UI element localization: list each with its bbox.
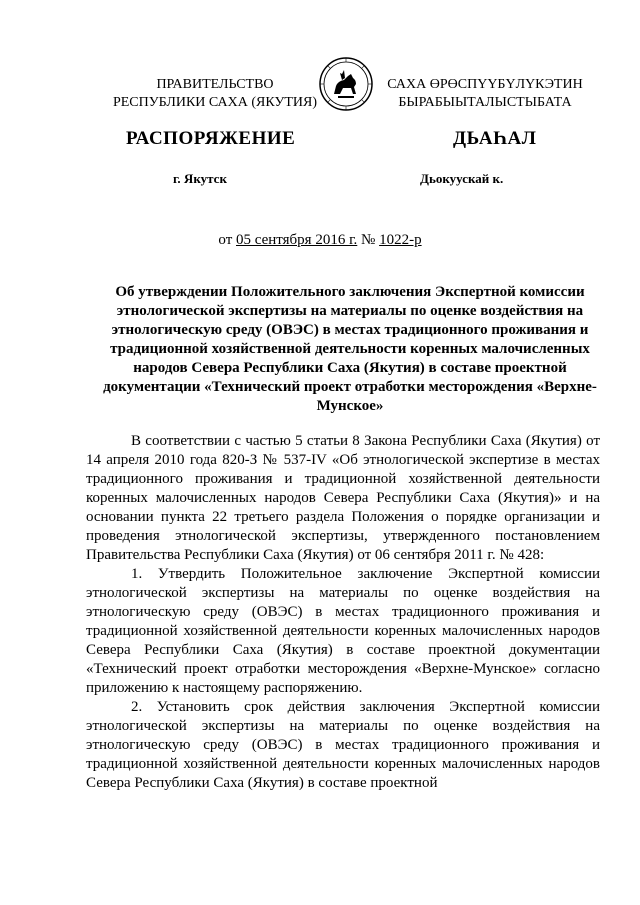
government-name-sakha-line1: САХА ӨРӨСПҮҮБҮЛҮКЭТИН bbox=[387, 77, 583, 92]
city-russian: г. Якутск bbox=[173, 171, 227, 186]
government-name-sakha bbox=[365, 76, 605, 112]
date-number-line bbox=[0, 232, 640, 249]
government-name-line1: ПРАВИТЕЛЬСТВО bbox=[156, 77, 274, 92]
preamble-paragraph: В соответствии с частью 5 статьи 8 Закона Республики Саха (Якутия) от 14 апреля 2010 года 820-З № 537-IV «Об этнологической экспертизе в местах традиционного проживания и традиционной хозяйственной деятельности коренных малочисленных народов Севера Республики Саха (Якутия)» и на основании пункта 22 третьего раздела Положения о порядке организации и проведения этнологической экспертизы, утвержденного постановлением Правительства Республики Саха (Якутия) от 06 сентября 2011 г. № 428: bbox=[86, 433, 600, 563]
document-title: Об утверждении Положительного заключения Экспертной комиссии этнологической экспертизы на материалы по оценке воздействия на этнологическую среду (ОВЭС) в местах традиционного проживания и традиционной хозяйственной деятельности коренных малочисленных народов Севера Республики Саха (Якутия) в составе проектной документации «Технический проект отработки месторождения «Верхне-Мунское» bbox=[103, 284, 597, 414]
doc-type-russian: РАСПОРЯЖЕНИЕ bbox=[126, 128, 296, 149]
number-sign: № bbox=[357, 232, 380, 248]
government-name-line2: РЕСПУБЛИКИ САХА (ЯКУТИЯ) bbox=[112, 95, 318, 110]
document-body bbox=[86, 432, 600, 793]
item-1-paragraph: 1. Утвердить Положительное заключение Экспертной комиссии этнологической экспертизы на материалы по оценке воздействия на этнологическую среду (ОВЭС) в местах традиционного проживания и традиционной хозяйственной деятельности коренных малочисленных народов Севера Республики Саха (Якутия) в составе проектной документации «Технический проект отработки месторождения «Верхне-Мунское» согласно приложению к настоящему распоряжению. bbox=[86, 566, 600, 696]
item-2-paragraph: 2. Установить срок действия заключения Экспертной комиссии этнологической экспертизы на материалы по оценке воздействия на этнологическую среду (ОВЭС) в местах традиционного проживания и традиционной хозяйственной деятельности коренных малочисленных народов Севера Республики Саха (Якутия) в составе проектной bbox=[86, 699, 600, 791]
government-name-sakha-line2: БЫРАБЫЫТАЛЫСТЫБАТА bbox=[398, 95, 572, 110]
document-date: 05 сентября 2016 г. bbox=[236, 232, 358, 248]
date-prefix: от bbox=[218, 232, 236, 248]
document-number: 1022-р bbox=[379, 232, 422, 248]
doc-type-sakha: ДЬАҺАЛ bbox=[453, 128, 537, 149]
government-name-russian bbox=[95, 76, 335, 112]
city-sakha: Дьокуускай к. bbox=[420, 171, 504, 186]
